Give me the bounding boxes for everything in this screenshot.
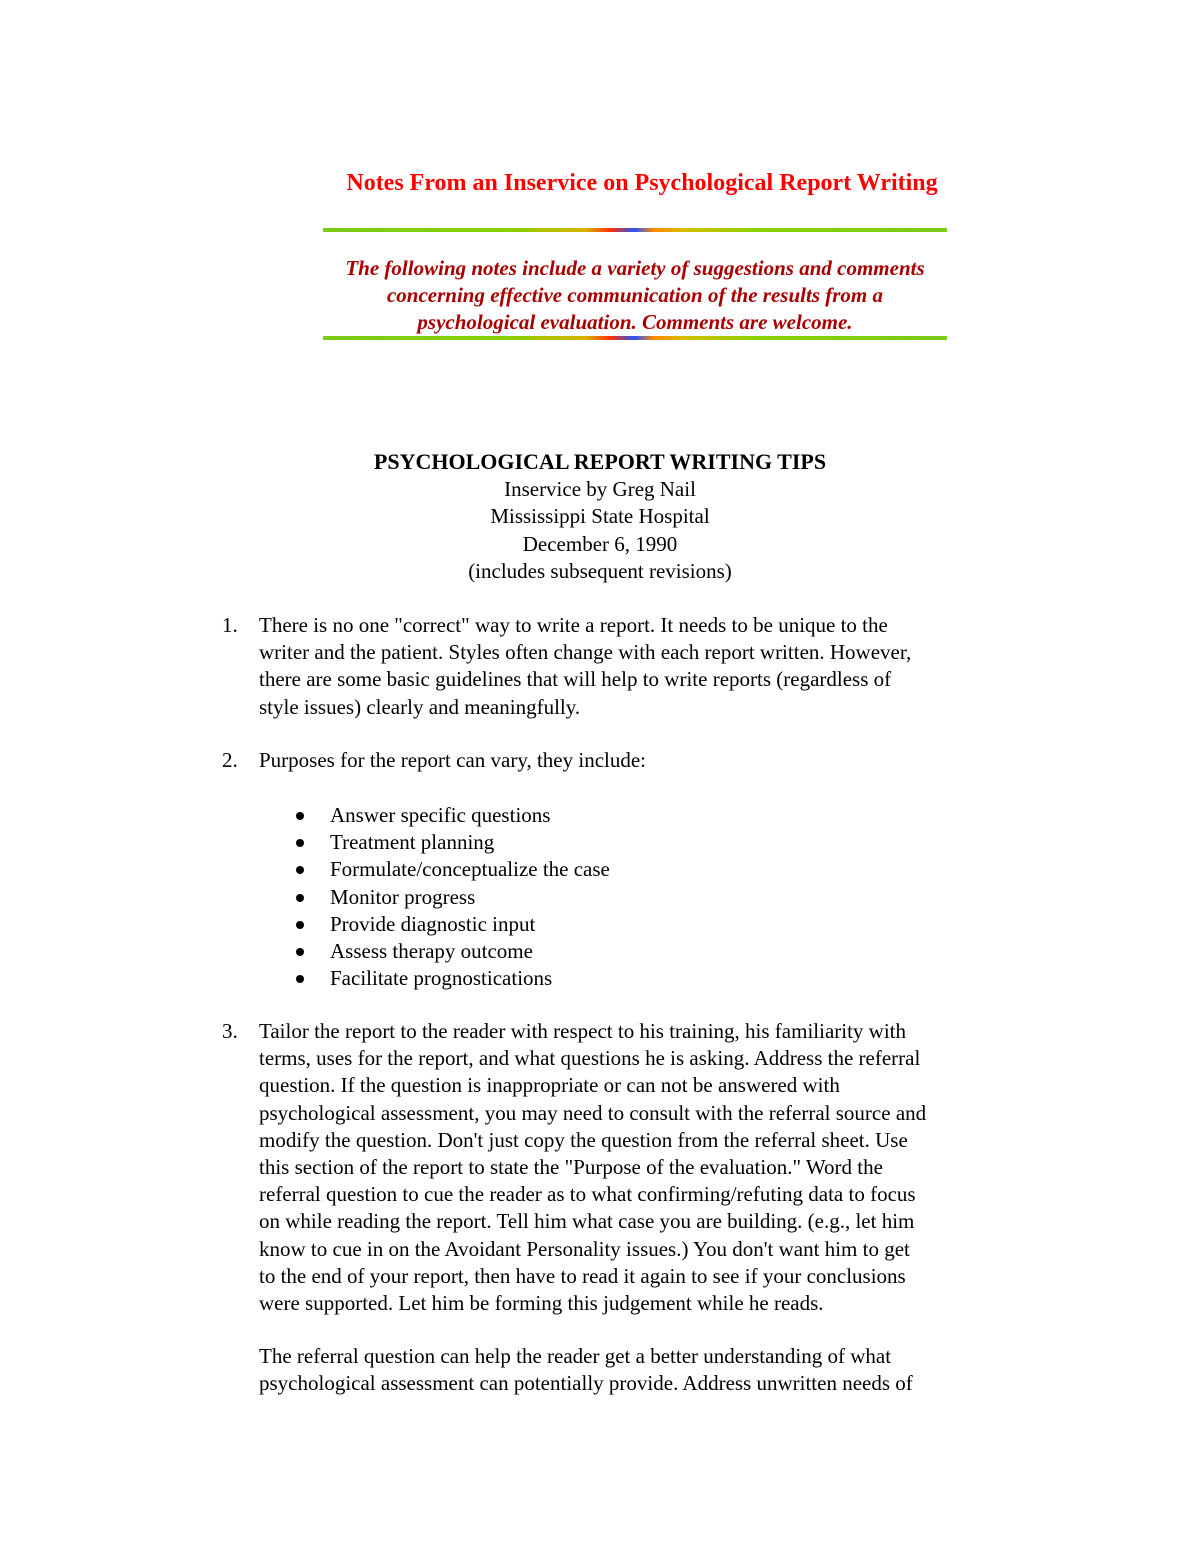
text-line: referral question to cue the reader as to what confirming/refuting data to focus (259, 1182, 916, 1207)
intro-line: concerning effective communication of the results from a (386, 283, 883, 307)
document-title: PSYCHOLOGICAL REPORT WRITING TIPS (373, 449, 827, 474)
date: December 6, 1990 (522, 531, 678, 556)
text-line: Purposes for the report can vary, they include: (259, 748, 647, 772)
bullet-icon (296, 975, 304, 983)
byline: Inservice by Greg Nail (504, 476, 696, 501)
text-line: Tailor the report to the reader with respect to his training, his familiarity with (259, 1019, 907, 1043)
document-heading (0, 448, 1200, 586)
list-item-text (259, 612, 1019, 721)
revision-note: (includes subsequent revisions) (468, 559, 732, 583)
text-line: were supported. Let him be forming this judgement while he reads. (259, 1291, 824, 1316)
bullet-icon (296, 866, 304, 874)
text-line: know to cue in on the Avoidant Personality issues.) You don't want him to get (259, 1236, 910, 1261)
continuation-paragraph (259, 1343, 1019, 1397)
list-item-text (259, 1018, 1019, 1317)
intro-paragraph (0, 255, 1200, 336)
bullet-label: Assess therapy outcome (330, 938, 533, 963)
list-item-text (259, 747, 1019, 774)
text-line: on while reading the report. Tell him what case you are building. (e.g., let him (259, 1209, 915, 1234)
bullet-label: Provide diagnostic input (330, 911, 536, 936)
text-line: psychological assessment, you may need to consult with the referral source and (259, 1100, 927, 1125)
bullet-label: Facilitate prognostications (330, 966, 553, 991)
bullet-label: Formulate/conceptualize the case (330, 857, 610, 882)
text-line: terms, uses for the report, and what questions he is asking. Address the referral (259, 1046, 921, 1071)
bullet-label: Treatment planning (330, 830, 495, 855)
bullet-icon (296, 921, 304, 929)
institution: Mississippi State Hospital (490, 504, 710, 528)
text-line: there are some basic guidelines that will help to write reports (regardless of (259, 667, 892, 692)
text-line: The referral question can help the reader get a better understanding of what (259, 1344, 892, 1368)
decorative-rule-bottom (323, 336, 947, 340)
list-number: 1. (222, 613, 238, 637)
text-line: this section of the report to state the "Purpose of the evaluation." Word the (259, 1155, 883, 1180)
intro-line: The following notes include a variety of suggestions and comments (345, 256, 925, 280)
text-line: question. If the question is inappropriate or can not be answered with (259, 1073, 840, 1098)
bullet-icon (296, 839, 304, 847)
notes-title: Notes From an Inservice on Psychological Report Writing (346, 170, 938, 196)
bullet-label: Answer specific questions (330, 803, 551, 827)
bullet-icon (296, 812, 304, 820)
list-number: 2. (222, 748, 238, 772)
text-line: writer and the patient. Styles often change with each report written. However, (259, 640, 912, 665)
intro-line: psychological evaluation. Comments are welcome. (417, 310, 853, 334)
bullet-icon (296, 894, 304, 902)
text-line: to the end of your report, then have to read it again to see if your conclusions (259, 1263, 906, 1288)
text-line: modify the question. Don't just copy the question from the referral sheet. Use (259, 1127, 908, 1152)
list-number: 3. (222, 1019, 238, 1043)
decorative-rule-top (323, 228, 947, 232)
bullet-label: Monitor progress (330, 884, 476, 909)
text-line: style issues) clearly and meaningfully. (259, 694, 581, 719)
text-line: psychological assessment can potentially provide. Address unwritten needs of (259, 1371, 913, 1396)
bullet-icon (296, 948, 304, 956)
text-line: There is no one "correct" way to write a report. It needs to be unique to the (259, 613, 888, 637)
